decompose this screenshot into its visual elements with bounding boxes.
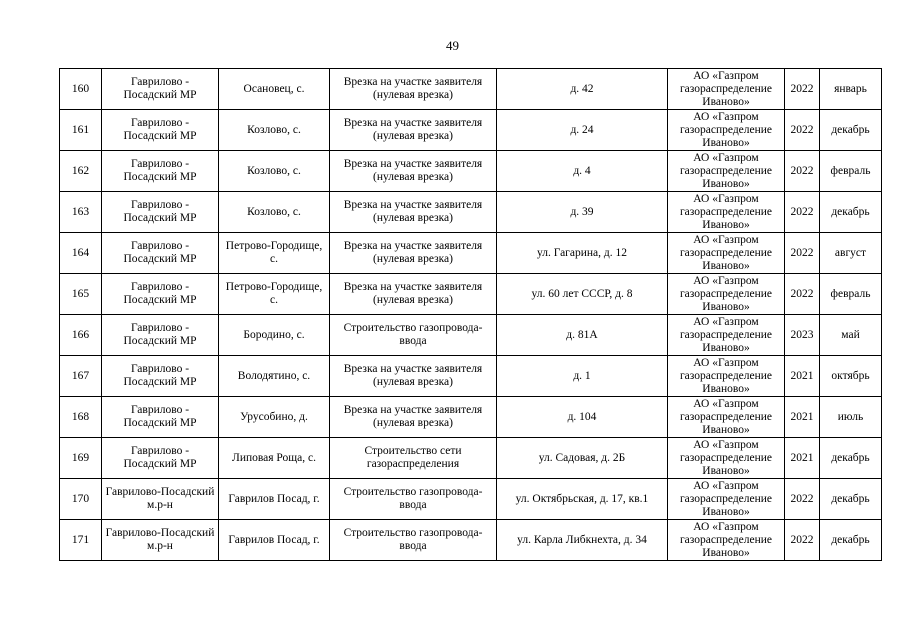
cell-district: Гаврилово-Посадский м.р-н	[102, 520, 219, 561]
table-row	[60, 110, 882, 151]
cell-address: д. 42	[497, 69, 668, 110]
table-body	[60, 69, 882, 561]
table-row	[60, 397, 882, 438]
table-row	[60, 520, 882, 561]
cell-month: декабрь	[820, 192, 882, 233]
cell-address: д. 1	[497, 356, 668, 397]
cell-organization: АО «Газпром газораспределение Иваново»	[668, 110, 785, 151]
cell-year: 2022	[785, 274, 820, 315]
cell-organization: АО «Газпром газораспределение Иваново»	[668, 315, 785, 356]
cell-district: Гаврилово - Посадский МР	[102, 356, 219, 397]
cell-organization: АО «Газпром газораспределение Иваново»	[668, 274, 785, 315]
cell-work-type: Врезка на участке заявителя (нулевая врезка)	[330, 69, 497, 110]
table-row	[60, 438, 882, 479]
cell-month: январь	[820, 69, 882, 110]
cell-number: 166	[60, 315, 102, 356]
cell-organization: АО «Газпром газораспределение Иваново»	[668, 192, 785, 233]
cell-number: 168	[60, 397, 102, 438]
cell-address: д. 81А	[497, 315, 668, 356]
cell-year: 2022	[785, 69, 820, 110]
cell-address: ул. Садовая, д. 2Б	[497, 438, 668, 479]
cell-locality: Бородино, с.	[219, 315, 330, 356]
cell-number: 164	[60, 233, 102, 274]
cell-year: 2022	[785, 479, 820, 520]
cell-organization: АО «Газпром газораспределение Иваново»	[668, 520, 785, 561]
cell-district: Гаврилово - Посадский МР	[102, 110, 219, 151]
cell-locality: Урусобино, д.	[219, 397, 330, 438]
table-row	[60, 315, 882, 356]
cell-address: ул. Октябрьская, д. 17, кв.1	[497, 479, 668, 520]
cell-address: д. 39	[497, 192, 668, 233]
cell-organization: АО «Газпром газораспределение Иваново»	[668, 233, 785, 274]
cell-year: 2022	[785, 110, 820, 151]
cell-work-type: Врезка на участке заявителя (нулевая врезка)	[330, 233, 497, 274]
gasification-table	[59, 68, 882, 561]
cell-locality: Гаврилов Посад, г.	[219, 520, 330, 561]
cell-locality: Осановец, с.	[219, 69, 330, 110]
cell-work-type: Врезка на участке заявителя (нулевая врезка)	[330, 192, 497, 233]
cell-month: декабрь	[820, 520, 882, 561]
cell-year: 2022	[785, 192, 820, 233]
cell-work-type: Врезка на участке заявителя (нулевая врезка)	[330, 274, 497, 315]
table-row	[60, 69, 882, 110]
cell-year: 2021	[785, 438, 820, 479]
cell-district: Гаврилово - Посадский МР	[102, 151, 219, 192]
cell-district: Гаврилово - Посадский МР	[102, 274, 219, 315]
cell-number: 163	[60, 192, 102, 233]
cell-year: 2023	[785, 315, 820, 356]
cell-month: октябрь	[820, 356, 882, 397]
table-row	[60, 151, 882, 192]
table-row	[60, 233, 882, 274]
cell-organization: АО «Газпром газораспределение Иваново»	[668, 356, 785, 397]
page-number: 49	[446, 38, 459, 53]
cell-district: Гаврилово - Посадский МР	[102, 192, 219, 233]
cell-locality: Козлово, с.	[219, 192, 330, 233]
cell-number: 162	[60, 151, 102, 192]
table-row	[60, 356, 882, 397]
cell-work-type: Врезка на участке заявителя (нулевая врезка)	[330, 110, 497, 151]
cell-month: декабрь	[820, 438, 882, 479]
cell-work-type: Строительство сети газораспределения	[330, 438, 497, 479]
cell-locality: Козлово, с.	[219, 151, 330, 192]
cell-number: 160	[60, 69, 102, 110]
cell-month: август	[820, 233, 882, 274]
cell-address: ул. Гагарина, д. 12	[497, 233, 668, 274]
cell-district: Гаврилово-Посадский м.р-н	[102, 479, 219, 520]
cell-address: ул. Карла Либкнехта, д. 34	[497, 520, 668, 561]
cell-work-type: Врезка на участке заявителя (нулевая врезка)	[330, 356, 497, 397]
cell-work-type: Врезка на участке заявителя (нулевая врезка)	[330, 151, 497, 192]
cell-number: 169	[60, 438, 102, 479]
cell-year: 2022	[785, 151, 820, 192]
cell-year: 2022	[785, 520, 820, 561]
cell-district: Гаврилово - Посадский МР	[102, 438, 219, 479]
cell-month: июль	[820, 397, 882, 438]
cell-locality: Гаврилов Посад, г.	[219, 479, 330, 520]
cell-district: Гаврилово - Посадский МР	[102, 233, 219, 274]
cell-work-type: Врезка на участке заявителя (нулевая врезка)	[330, 397, 497, 438]
cell-organization: АО «Газпром газораспределение Иваново»	[668, 479, 785, 520]
cell-locality: Володятино, с.	[219, 356, 330, 397]
cell-district: Гаврилово - Посадский МР	[102, 69, 219, 110]
cell-organization: АО «Газпром газораспределение Иваново»	[668, 438, 785, 479]
cell-month: февраль	[820, 151, 882, 192]
cell-work-type: Строительство газопровода-ввода	[330, 520, 497, 561]
cell-number: 167	[60, 356, 102, 397]
table-row	[60, 192, 882, 233]
cell-work-type: Строительство газопровода-ввода	[330, 315, 497, 356]
cell-month: май	[820, 315, 882, 356]
cell-district: Гаврилово - Посадский МР	[102, 315, 219, 356]
cell-number: 170	[60, 479, 102, 520]
cell-organization: АО «Газпром газораспределение Иваново»	[668, 397, 785, 438]
cell-number: 165	[60, 274, 102, 315]
cell-month: декабрь	[820, 110, 882, 151]
cell-number: 171	[60, 520, 102, 561]
cell-month: февраль	[820, 274, 882, 315]
cell-number: 161	[60, 110, 102, 151]
table-row	[60, 274, 882, 315]
cell-address: ул. 60 лет СССР, д. 8	[497, 274, 668, 315]
cell-year: 2021	[785, 397, 820, 438]
cell-locality: Козлово, с.	[219, 110, 330, 151]
cell-year: 2021	[785, 356, 820, 397]
cell-year: 2022	[785, 233, 820, 274]
cell-district: Гаврилово - Посадский МР	[102, 397, 219, 438]
table-row	[60, 479, 882, 520]
cell-locality: Петрово-Городище, с.	[219, 274, 330, 315]
cell-locality: Петрово-Городище, с.	[219, 233, 330, 274]
cell-organization: АО «Газпром газораспределение Иваново»	[668, 69, 785, 110]
cell-month: декабрь	[820, 479, 882, 520]
cell-locality: Липовая Роща, с.	[219, 438, 330, 479]
cell-address: д. 24	[497, 110, 668, 151]
cell-work-type: Строительство газопровода-ввода	[330, 479, 497, 520]
cell-organization: АО «Газпром газораспределение Иваново»	[668, 151, 785, 192]
cell-address: д. 104	[497, 397, 668, 438]
cell-address: д. 4	[497, 151, 668, 192]
